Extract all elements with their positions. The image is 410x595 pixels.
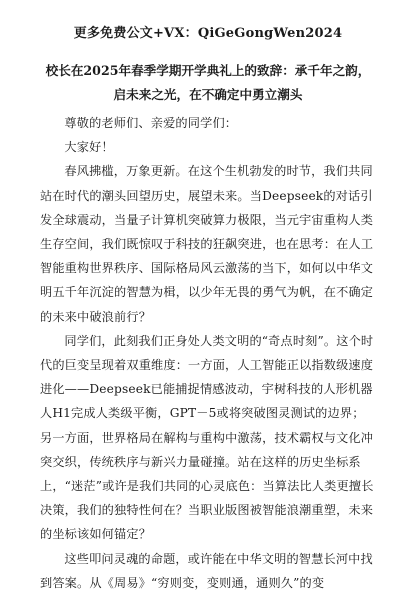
speech-title-line-2: 启未来之光，在不确定中勇立潮头 [113, 87, 303, 102]
greeting: 大家好！ [64, 140, 114, 155]
salutation: 尊敬的老师们、亲爱的同学们： [64, 116, 238, 130]
body-paragraph-2: 同学们，此刻我们正身处人类文明的“奇点时刻”。这个时代的巨变呈现着双重维度：一方面，人工智能正以指数级速度进化——Deepseek已能捕捉情感波动，宇树科技的人形机器人H1完成人类级平衡，GPT－5或将突破图灵测试的边界；另一方面，世界格局在解构与重构中激荡，技术霸权与文化冲突交织，传统秩序与新兴力量碰撞。站在这样的历史坐标系上，“迷茫”或许是我们共同的心灵底色：当算法比人类更擅长决策，我们的独特性何在？当职业版图被智能浪潮重塑，未来的坐标该如何锚定？ [40, 333, 374, 542]
speech-title-line-1: 校长在2025年春季学期开学典礼上的致辞：承千年之韵， [45, 63, 371, 78]
speech-title [40, 59, 376, 107]
body-paragraph-1: 春风拂槛，万象更新。在这个生机勃发的时节，我们共同站在时代的潮头回望历史，展望未来。当Deepseek的对话引发全球震动，当量子计算机突破算力极限，当元宇宙重构人类生存空间，我们既惊叹于科技的狂飙突进，也在思考：在人工智能重构世界秩序、国际格局风云激荡的当下，如何以中华文明五千年沉淀的智慧为楫，以少年无畏的勇气为帆，在不确定的未来中破浪前行？ [40, 164, 374, 324]
body-paragraph-3: 这些叩问灵魂的命题，或许能在中华文明的智慧长河中找到答案。从《周易》“穷则变，变则通，通则久”的变 [40, 551, 373, 590]
page-header: 更多免费公文+VX：QiGeGongWen2024 [73, 26, 343, 41]
